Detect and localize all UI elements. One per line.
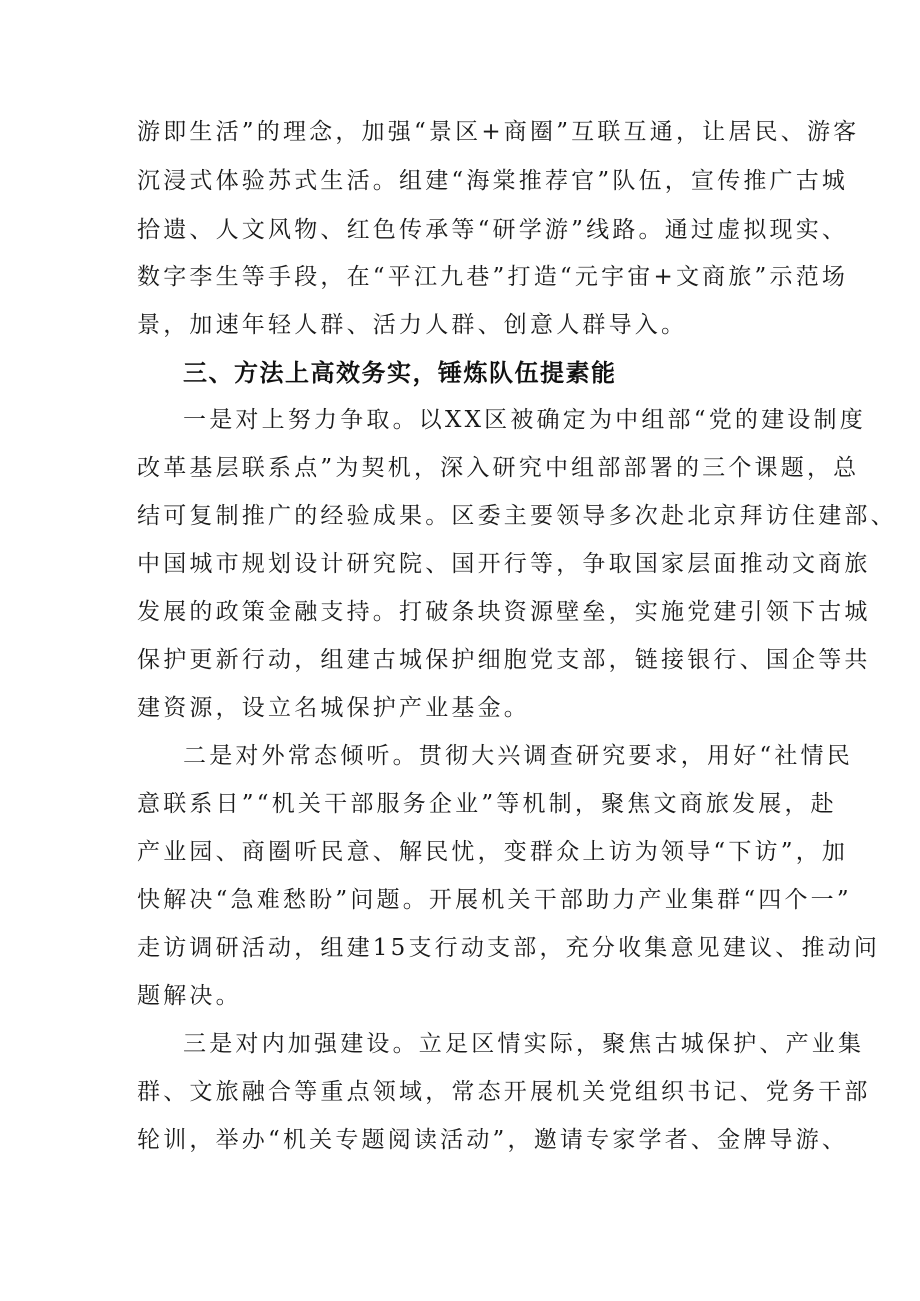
paragraph-line: 群、文旅融合等重点领域，常态开展机关党组织书记、党务干部 [137,1079,871,1105]
paragraph-line: 一是对上努力争取。以XX区被确定为中组部“党的建设制度 [183,407,866,433]
paragraph-line: 建资源，设立名城保护产业基金。 [137,695,530,721]
paragraph-line: 意联系日”“机关干部服务企业”等机制，聚焦文商旅发展，赴 [137,791,837,817]
paragraph-line: 快解决“急难愁盼”问题。开展机关干部助力产业集群“四个一” [137,887,852,913]
paragraph-line: 走访调研活动，组建15支行动支部，充分收集意见建议、推动问 [137,935,881,961]
paragraph-line: 数字李生等手段，在“平江九巷”打造“元宇宙+文商旅”示范场 [137,264,849,290]
paragraph-line: 三是对内加强建设。立足区情实际，聚焦古城保护、产业集 [183,1031,865,1057]
paragraph-line: 保护更新行动，组建古城保护细胞党支部，链接银行、国企等共 [137,647,871,673]
paragraph-line: 拾遗、人文风物、红色传承等“研学游”线路。通过虚拟现实、 [137,217,849,243]
paragraph-line: 二是对外常态倾听。贯彻大兴调查研究要求，用好“社情民 [183,743,853,769]
paragraph-line: 产业园、商圈听民意、解民忧，变群众上访为领导“下访”，加 [137,839,849,865]
paragraph-line: 游即生活”的理念，加强“景区+商圈”互联互通，让居民、游客 [137,119,860,145]
paragraph-line: 结可复制推广的经验成果。区委主要领导多次赴北京拜访住建部、 [137,503,897,529]
paragraph-line: 沉浸式体验苏式生活。组建“海棠推荐官”队伍，宣传推广古城 [137,168,849,194]
paragraph-line: 轮训，举办“机关专题阅读活动”，邀请专家学者、金牌导游、 [137,1127,849,1153]
paragraph-line: 景，加速年轻人群、活力人群、创意人群导入。 [137,312,688,338]
paragraph-line: 中国城市规划设计研究院、国开行等，争取国家层面推动文商旅 [137,551,871,577]
paragraph-line: 改革基层联系点”为契机，深入研究中组部部署的三个课题，总 [137,455,860,481]
paragraph-line: 题解决。 [137,983,242,1009]
section-heading: 三、方法上高效务实，锤炼队伍提素能 [183,359,617,387]
paragraph-line: 发展的政策金融支持。打破条块资源壁垒，实施党建引领下古城 [137,599,871,625]
